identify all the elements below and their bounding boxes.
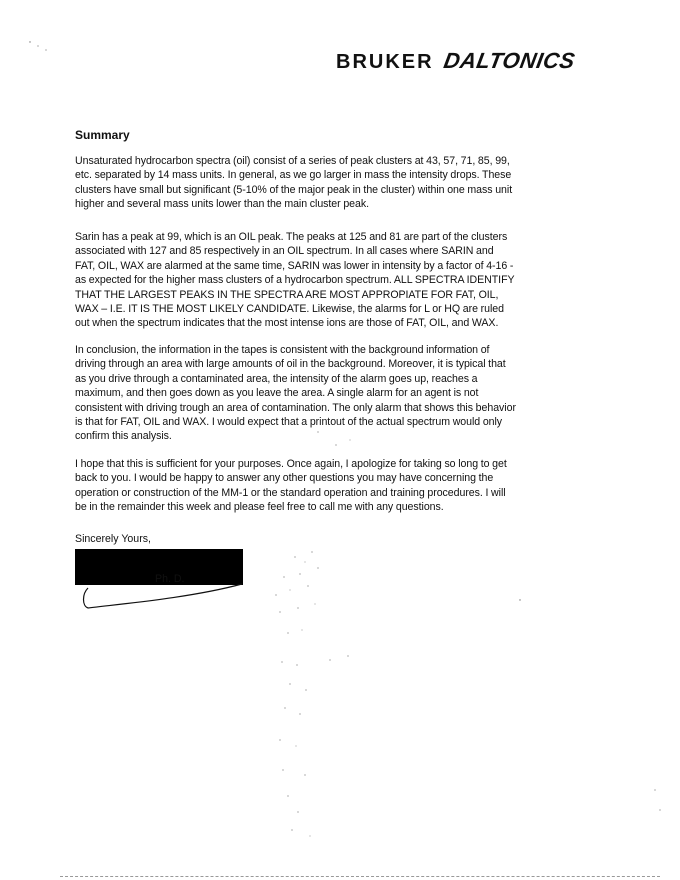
text-line: WAX – I.E. IT IS THE MOST LIKELY CANDIDATE. Likewise, the alarms for L or HQ are ruled (75, 303, 504, 316)
text-line: confirm this analysis. (75, 430, 172, 443)
text-line: associated with 127 and 85 respectively in an OIL spectrum. In all cases where SARIN and (75, 245, 494, 258)
text-line: Unsaturated hydrocarbon spectra (oil) consist of a series of peak clusters at 43, 57, 71, 85, 99, (75, 155, 510, 167)
summary-heading: Summary (75, 128, 130, 142)
text-line: maximum, and then goes down as you leave the area. A single alarm for an agent is not (75, 387, 479, 400)
text-line: FAT, OIL, WAX are alarmed at the same time, SARIN was lower in intensity by a factor of 4-16 - (75, 259, 514, 272)
text-line: THAT THE LARGEST PEAKS IN THE SPECTRA ARE MOST APPROPIATE FOR FAT, OIL, (75, 288, 499, 301)
text-line: consistent with driving trough an area of contamination. The only alarm that shows this behavior (75, 401, 516, 414)
text-line: out when the spectrum indicates that the most intense ions are those of FAT, OIL, and WAX. (75, 317, 499, 330)
scan-edge-rule (60, 876, 660, 878)
text-line: Sarin has a peak at 99, which is an OIL peak. The peaks at 125 and 81 are part of the clusters (75, 231, 508, 243)
text-line: driving through an area with large amounts of oil in the background. Moreover, it is typical that (75, 358, 506, 371)
closing-salutation: Sincerely Yours, (75, 533, 151, 545)
text-line: back to you. I would be happy to answer any other questions you may have concerning the (75, 472, 494, 485)
text-line: I hope that this is sufficient for your purposes. Once again, I apologize for taking so long to get (75, 458, 507, 470)
text-line: as you drive through a contaminated area, the intensity of the alarm goes up, reaches a (75, 372, 478, 385)
text-line: is that for FAT, OIL and WAX. I would expect that a printout of the actual spectrum would only (75, 416, 503, 429)
logo-brand-left: BRUKER (336, 51, 434, 73)
text-line: clusters have small but significant (5-10% of the major peak in the cluster) within one mass unit (75, 183, 513, 196)
text-line: as expected for the higher mass clusters of a hydrocarbon spectrum. ALL SPECTRA IDENTIFY (75, 274, 515, 287)
text-line: etc. separated by 14 mass units. In general, as we go larger in mass the intensity drops. These (75, 169, 512, 182)
text-line: operation or construction of the MM-1 or the standard operation and training procedures. I will (75, 486, 506, 499)
text-line: higher and several mass units lower than the main cluster peak. (75, 198, 369, 211)
text-line: In conclusion, the information in the tapes is consistent with the background information of (75, 344, 490, 356)
text-line: be in the remainder this week and please feel free to call me with any questions. (75, 501, 444, 514)
credential-label: Ph. D. (155, 573, 185, 585)
logo-brand-right: DALTONICS (441, 48, 577, 73)
